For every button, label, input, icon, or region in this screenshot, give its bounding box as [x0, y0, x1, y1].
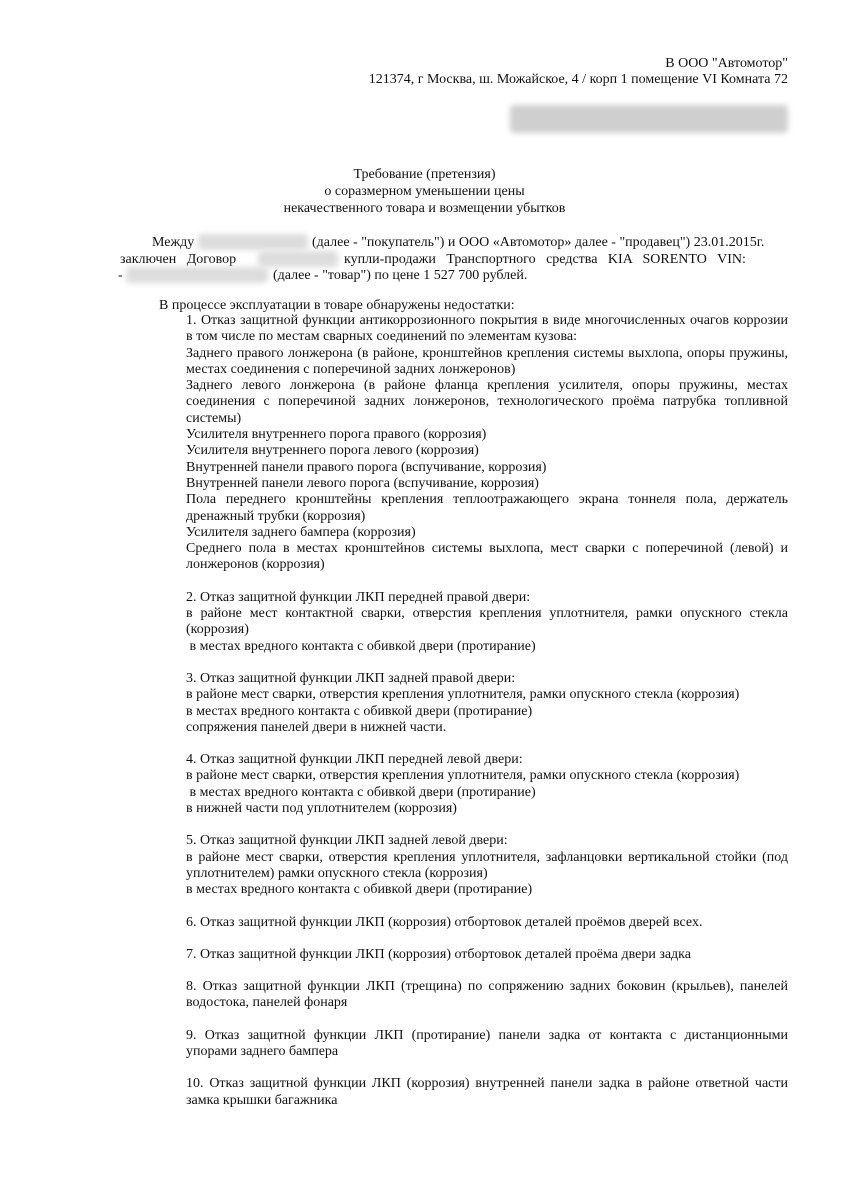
title-line-1: Требование (претензия): [353, 167, 496, 182]
item-spacer: [186, 655, 788, 671]
defect-item: [186, 1076, 788, 1109]
defects-intro: В процессе эксплуатации в товаре обнаружены недостатки:: [159, 298, 515, 313]
intro-product: (далее - "товар") по цене 1 527 700 рублей.: [273, 268, 528, 283]
defects-list: [186, 313, 788, 1109]
item-spacer: [186, 574, 788, 590]
defect-line: Пола переднего кронштейны крепления теплоотражающего экрана тоннеля пола, держатель: [186, 492, 788, 508]
defect-line: (коррозия): [186, 622, 249, 638]
redacted-buyer-name: [198, 234, 308, 250]
defect-line: соединения с поперечиной задних лонжеронов, технологического проёма патрубка топливной: [186, 394, 788, 410]
defect-line: 8. Отказ защитной функции ЛКП (трещина) по сопряжению задних боковин (крыльев), панелей: [186, 979, 788, 995]
title-line-2: о соразмерном уменьшении цены: [324, 184, 525, 199]
defect-line: в местах вредного контакта с обивкой двери (протирание): [186, 703, 533, 719]
defect-item: [186, 752, 788, 817]
redacted-sender: [510, 105, 788, 133]
defect-line: замка крышки багажника: [186, 1092, 338, 1108]
item-spacer: [186, 931, 788, 947]
defect-line: 4. Отказ защитной функции ЛКП передней левой двери:: [186, 752, 523, 768]
defect-line: лонжеронов (коррозия): [186, 557, 325, 573]
defect-item: [186, 947, 788, 963]
defect-line: Среднего пола в местах кронштейнов системы выхлопа, мест сварки с поперечиной (левой) и: [186, 541, 788, 557]
defect-line: Усилителя внутреннего порога левого (коррозия): [186, 443, 479, 459]
defect-line: упорами заднего бампера: [186, 1043, 339, 1059]
defect-line: Внутренней панели правого порога (вспучивание, коррозия): [186, 459, 547, 475]
intro-buyer-suffix: (далее - "покупатель") и ООО «Автомотор» далее - "продавец") 23.01.2015г.: [312, 235, 765, 250]
defect-item: [186, 1028, 788, 1061]
defect-line: сопряжения панелей двери в нижней части.: [186, 719, 447, 735]
addressee-address: 121374, г Москва, ш. Можайское, 4 / корп 1 помещение VI Комната 72: [368, 72, 788, 87]
intro-dash: -: [118, 268, 123, 283]
defect-line: 6. Отказ защитной функции ЛКП (коррозия) отбортовок деталей проёмов дверей всех.: [186, 914, 703, 930]
defect-line: 5. Отказ защитной функции ЛКП задней левой двери:: [186, 833, 508, 849]
defect-item: [186, 671, 788, 736]
defect-line: дренажный трубки (коррозия): [186, 508, 366, 524]
defect-line: в нижней части под уплотнителем (коррозия): [186, 801, 457, 817]
defect-line: 9. Отказ защитной функции ЛКП (протирание) панели задка от контакта с дистанционными: [186, 1027, 788, 1043]
item-spacer: [186, 899, 788, 915]
defect-line: 2. Отказ защитной функции ЛКП передней правой двери:: [186, 589, 531, 605]
defect-item: [186, 979, 788, 1012]
defect-line: уплотнителем) рамки опускного стекла (коррозия): [186, 865, 488, 881]
defect-item: [186, 915, 788, 931]
defect-line: Заднего левого лонжерона (в районе фланца крепления усилителя, опоры пружины, местах: [186, 378, 788, 394]
defect-item: [186, 833, 788, 898]
defect-line: водостока, панелей фонаря: [186, 995, 348, 1011]
title-line-3: некачественного товара и возмещении убытков: [283, 201, 566, 216]
item-spacer: [186, 817, 788, 833]
intro-concluded: заключен Договор: [120, 252, 237, 267]
redacted-contract-number: [258, 251, 338, 267]
defect-line: Усилителя заднего бампера (коррозия): [186, 524, 416, 540]
defect-line: местах соединения с поперечиной задних лонжеронов): [186, 361, 516, 377]
defect-line: 10. Отказ защитной функции ЛКП (коррозия) внутренней панели задка в районе ответной части: [186, 1076, 788, 1092]
defect-line: системы): [186, 410, 242, 426]
defect-item: [186, 590, 788, 655]
item-spacer: [186, 1012, 788, 1028]
item-spacer: [186, 1060, 788, 1076]
defect-line: Заднего правого лонжерона (в районе, кронштейнов крепления системы выхлопа, опоры пружины,: [186, 345, 788, 361]
intro-between: Между: [152, 235, 195, 250]
defect-line: в том числе по местам сварных соединений по элементам кузова:: [186, 329, 577, 345]
defect-line: в районе мест контактной сварки, отверстия крепления уплотнителя, рамки опускного стекла: [186, 606, 788, 622]
defect-line: в местах вредного контакта с обивкой двери (протирание): [186, 882, 533, 898]
defect-line: 7. Отказ защитной функции ЛКП (коррозия) отбортовок деталей проёма двери задка: [186, 946, 691, 962]
intro-contract-text: купли-продажи Транспортного средства KIA SORENTO VIN:: [344, 252, 746, 267]
redacted-vin: [126, 267, 268, 283]
defect-line: Внутренней панели левого порога (вспучивание, коррозия): [186, 475, 539, 491]
defect-line: 3. Отказ защитной функции ЛКП задней правой двери:: [186, 670, 516, 686]
item-spacer: [186, 963, 788, 979]
defect-line: Усилителя внутреннего порога правого (коррозия): [186, 427, 487, 443]
defect-line: в районе мест сварки, отверстия крепления уплотнителя, зафланцовки вертикальной стойки (под: [186, 849, 788, 865]
item-spacer: [186, 736, 788, 752]
defect-line: в районе мест сварки, отверстия крепления уплотнителя, рамки опускного стекла (коррозия): [186, 768, 740, 784]
defect-line: в местах вредного контакта с обивкой двери (протирание): [186, 638, 536, 654]
defect-item: [186, 313, 788, 574]
addressee: В ООО "Автомотор": [665, 56, 788, 71]
defect-line: в районе мест сварки, отверстия крепления уплотнителя, рамки опускного стекла (коррозия): [186, 687, 740, 703]
defect-line: в местах вредного контакта с обивкой двери (протирание): [186, 784, 536, 800]
defect-line: 1. Отказ защитной функции антикоррозионного покрытия в виде многочисленных очагов коррозии: [186, 313, 788, 328]
